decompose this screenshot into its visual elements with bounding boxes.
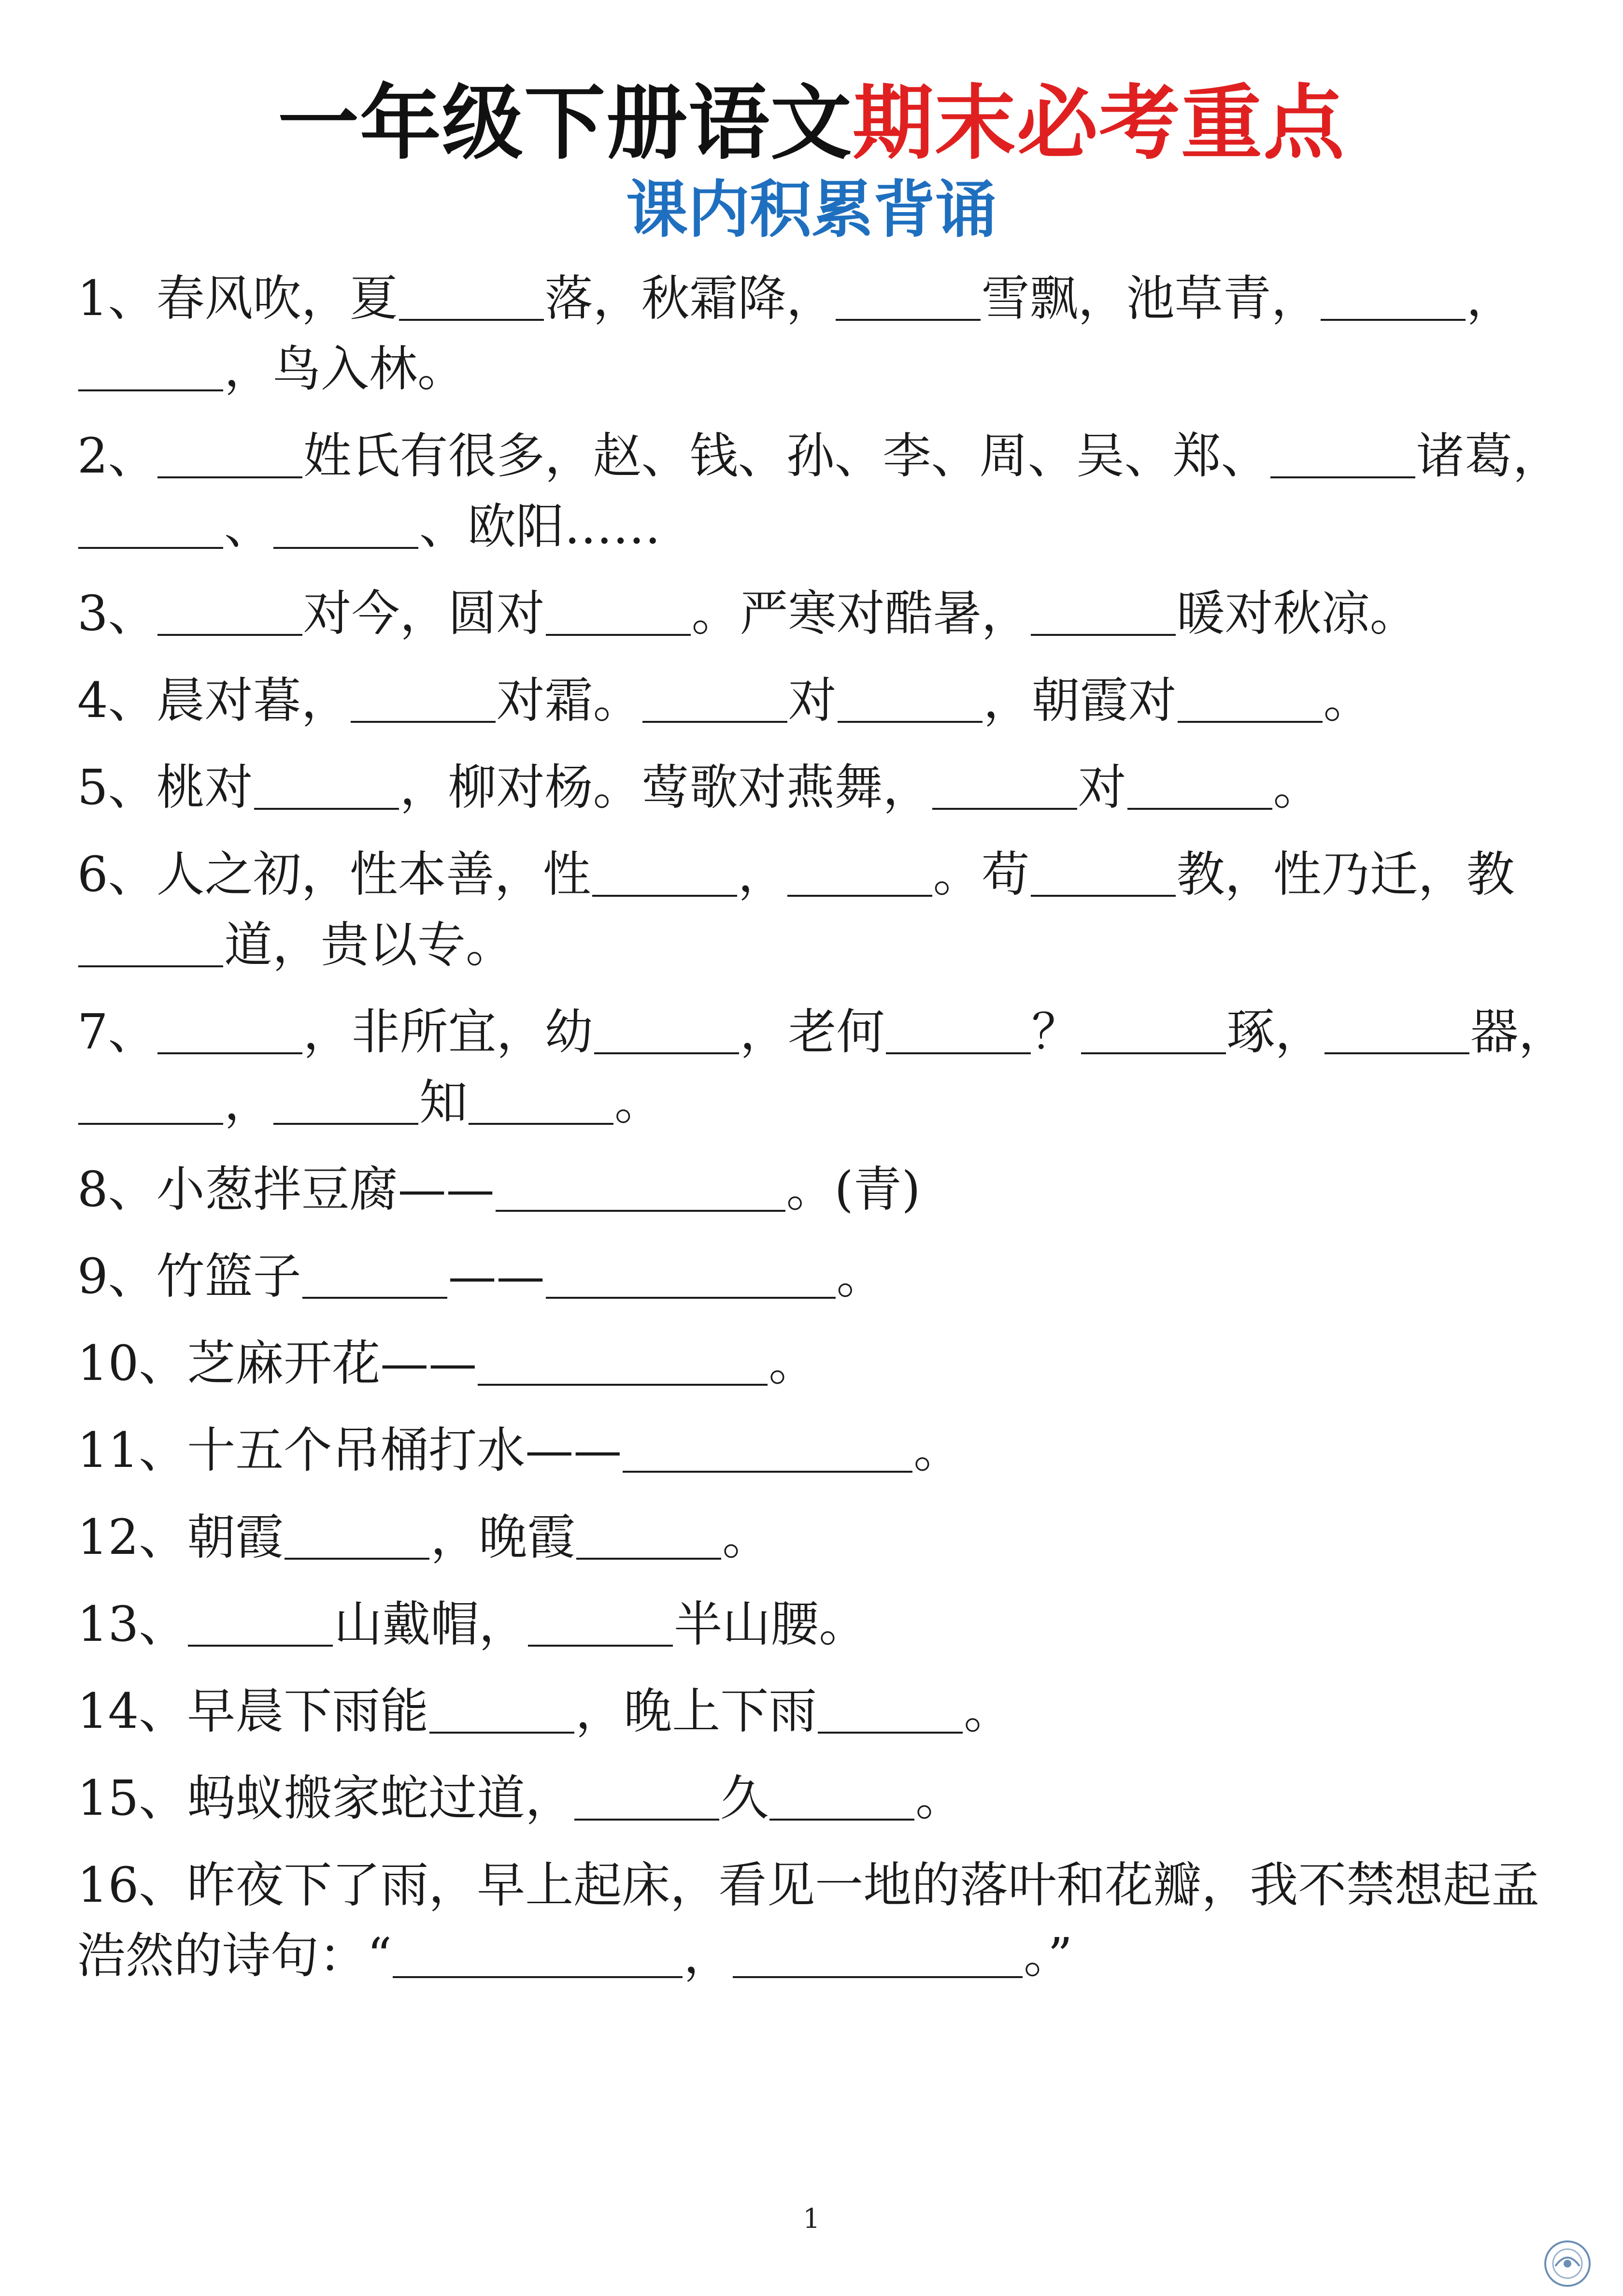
answer-blank[interactable] <box>769 1770 914 1821</box>
question-text: ，晚霞 <box>430 1509 576 1565</box>
answer-blank[interactable] <box>733 1928 1023 1978</box>
question-text: ， <box>224 1074 272 1131</box>
question-item <box>77 1415 1546 1486</box>
question-item <box>77 997 1567 1138</box>
question-line <box>77 910 1546 980</box>
question-item <box>77 1850 1546 1991</box>
answer-blank[interactable] <box>393 1928 683 1978</box>
answer-blank[interactable] <box>1127 760 1272 810</box>
page-subtitle: 课内积累背诵 <box>626 174 997 246</box>
question-text: 9、竹篮子 <box>77 1248 301 1305</box>
answer-blank[interactable] <box>78 341 223 391</box>
question-text: 。严寒对酷暑， <box>691 585 1030 642</box>
question-text: 5、桃对 <box>77 759 253 816</box>
question-item <box>77 263 1546 404</box>
question-text: 11、十五个吊桶打水—— <box>77 1422 622 1478</box>
question-line <box>77 578 1546 649</box>
question-text: 道，贵以专。 <box>224 917 514 973</box>
question-text: 诸葛， <box>1416 428 1561 484</box>
question-text: 器， <box>1470 1004 1567 1060</box>
question-text: ， <box>1466 270 1515 327</box>
question-text: 琢， <box>1226 1004 1324 1060</box>
question-text: 14、早晨下雨能 <box>77 1683 429 1739</box>
question-item <box>77 1763 1546 1834</box>
answer-blank[interactable] <box>592 847 737 897</box>
question-item <box>77 578 1546 649</box>
question-text: 12、朝霞 <box>77 1509 284 1565</box>
question-text: 。 <box>1323 672 1372 729</box>
question-text: 对 <box>1078 759 1126 816</box>
answer-blank[interactable] <box>157 586 302 636</box>
question-text: 13、 <box>77 1596 187 1652</box>
question-line <box>77 1502 1546 1573</box>
question-text: 暖对秋凉。 <box>1176 585 1418 642</box>
question-line <box>77 263 1546 334</box>
question-line <box>77 1850 1546 1921</box>
question-text: ，柳对杨。莺歌对燕舞， <box>399 759 931 816</box>
question-item <box>77 1154 1546 1225</box>
question-line <box>77 665 1546 736</box>
answer-blank[interactable] <box>594 1004 739 1054</box>
answer-blank[interactable] <box>1178 673 1323 723</box>
question-text: 1、春风吹，夏 <box>77 270 398 327</box>
answer-blank[interactable] <box>1081 1004 1226 1054</box>
answer-blank[interactable] <box>528 1596 673 1647</box>
answer-blank[interactable] <box>932 760 1077 810</box>
question-text: 雪飘，池草青， <box>981 270 1320 327</box>
answer-blank[interactable] <box>642 673 787 723</box>
question-text: 3、 <box>77 585 157 642</box>
question-text: 对今，圆对 <box>303 585 545 642</box>
question-line <box>77 997 1567 1067</box>
question-text: 教，性乃迁，教 <box>1176 846 1515 903</box>
answer-blank[interactable] <box>546 586 691 636</box>
question-line <box>77 1328 1546 1399</box>
question-text: 7、 <box>77 1004 157 1060</box>
question-text: 对霜。 <box>496 672 641 729</box>
question-item <box>77 421 1561 562</box>
question-text: 山戴帽， <box>334 1596 527 1652</box>
question-text: 知 <box>419 1074 468 1131</box>
question-text: ， <box>683 1927 732 1984</box>
question-text: 姓氏有很多，赵、钱、孙、李、周、吴、郑、 <box>303 428 1269 484</box>
answer-blank[interactable] <box>78 1075 223 1125</box>
question-text: 、 <box>224 498 272 555</box>
question-text: 。 <box>915 1770 964 1826</box>
question-text: ，非所宜，幼 <box>303 1004 593 1060</box>
answer-blank[interactable] <box>1031 847 1176 897</box>
answer-blank[interactable] <box>157 1004 302 1054</box>
question-text: 6、人之初，性本善，性 <box>77 846 591 903</box>
question-text: ，朝霞对 <box>983 672 1177 729</box>
answer-blank[interactable] <box>576 1509 721 1560</box>
answer-blank[interactable] <box>254 760 399 810</box>
answer-blank[interactable] <box>188 1596 333 1647</box>
answer-blank[interactable] <box>574 1770 719 1821</box>
answer-blank[interactable] <box>78 499 223 549</box>
question-line <box>77 1241 1546 1312</box>
question-text: 8、小葱拌豆腐—— <box>77 1161 495 1218</box>
page-number: 1 <box>803 2203 820 2235</box>
answer-blank[interactable] <box>1321 271 1466 321</box>
question-text: 落，秋霜降， <box>544 270 835 327</box>
question-text: 半山腰。 <box>674 1596 868 1652</box>
question-text: 。 <box>769 1335 817 1392</box>
question-text: ？ <box>1031 1004 1080 1060</box>
question-text: 、欧阳…… <box>419 498 661 555</box>
answer-blank[interactable] <box>157 428 302 478</box>
question-item <box>77 752 1546 823</box>
answer-blank[interactable] <box>1324 1004 1469 1054</box>
question-text: 。(青) <box>786 1161 921 1218</box>
answer-blank[interactable] <box>1270 428 1415 478</box>
question-text: 16、昨夜下了雨，早上起床，看见一地的落叶和花瓣，我不禁想起孟 <box>77 1857 1540 1913</box>
question-line <box>77 1676 1546 1747</box>
answer-blank[interactable] <box>399 271 544 321</box>
question-text: —— <box>448 1248 545 1305</box>
question-text: 。 <box>836 1248 885 1305</box>
question-line <box>77 1067 1546 1138</box>
question-text: ，晚上下雨 <box>575 1683 817 1739</box>
question-text: 。 <box>614 1074 663 1131</box>
answer-blank[interactable] <box>818 1683 963 1734</box>
question-line <box>77 491 1546 562</box>
question-line <box>77 421 1561 491</box>
question-text: ，老何 <box>740 1004 885 1060</box>
question-text: 4、晨对暮， <box>77 672 350 729</box>
answer-blank[interactable] <box>836 271 981 321</box>
answer-blank[interactable] <box>302 1248 447 1299</box>
question-item <box>77 1241 1546 1312</box>
question-line <box>77 1921 1546 1991</box>
question-line <box>77 334 1546 404</box>
question-text: 。 <box>1273 759 1322 816</box>
question-text: 。 <box>964 1683 1012 1739</box>
page-title <box>0 72 1623 174</box>
question-item <box>77 1328 1546 1399</box>
question-text: ， <box>738 846 786 903</box>
question-text: 。苟 <box>933 846 1030 903</box>
answer-blank[interactable] <box>886 1004 1031 1054</box>
question-text: 。 <box>913 1422 962 1478</box>
question-text: 15、蚂蚁搬家蛇过道， <box>77 1770 574 1826</box>
title-part-red: 期末必考重点 <box>853 76 1345 171</box>
answer-blank[interactable] <box>623 1422 912 1473</box>
answer-blank[interactable] <box>78 917 223 967</box>
question-item <box>77 665 1546 736</box>
question-line <box>77 1154 1546 1225</box>
answer-blank[interactable] <box>1031 586 1176 636</box>
question-text: 对 <box>788 672 837 729</box>
question-line <box>77 1589 1546 1660</box>
answer-blank[interactable] <box>351 673 496 723</box>
question-text: 。 <box>722 1509 771 1565</box>
question-text: 。” <box>1024 1927 1073 1984</box>
question-text: ，鸟入林。 <box>224 341 466 397</box>
watermark-logo-icon <box>1541 2237 1594 2290</box>
answer-blank[interactable] <box>478 1335 768 1386</box>
answer-blank[interactable] <box>285 1509 429 1560</box>
question-text: 浩然的诗句：“ <box>77 1927 392 1984</box>
answer-blank[interactable] <box>273 499 418 549</box>
answer-blank[interactable] <box>429 1683 574 1734</box>
question-text: 久 <box>720 1770 769 1826</box>
question-text: 10、芝麻开花—— <box>77 1335 477 1392</box>
title-part-black: 一年级下册语文 <box>278 76 853 171</box>
question-item <box>77 1502 1546 1573</box>
answer-blank[interactable] <box>273 1075 418 1125</box>
question-text: 2、 <box>77 428 157 484</box>
answer-blank[interactable] <box>787 847 932 897</box>
answer-blank[interactable] <box>838 673 982 723</box>
answer-blank[interactable] <box>469 1075 613 1125</box>
question-line <box>77 839 1546 910</box>
question-line <box>77 752 1546 823</box>
question-list <box>77 263 1567 2008</box>
question-item <box>77 1589 1546 1660</box>
question-item <box>77 839 1546 980</box>
question-line <box>77 1415 1546 1486</box>
question-line <box>77 1763 1546 1834</box>
question-item <box>77 1676 1546 1747</box>
answer-blank[interactable] <box>496 1162 785 1212</box>
answer-blank[interactable] <box>546 1248 836 1299</box>
